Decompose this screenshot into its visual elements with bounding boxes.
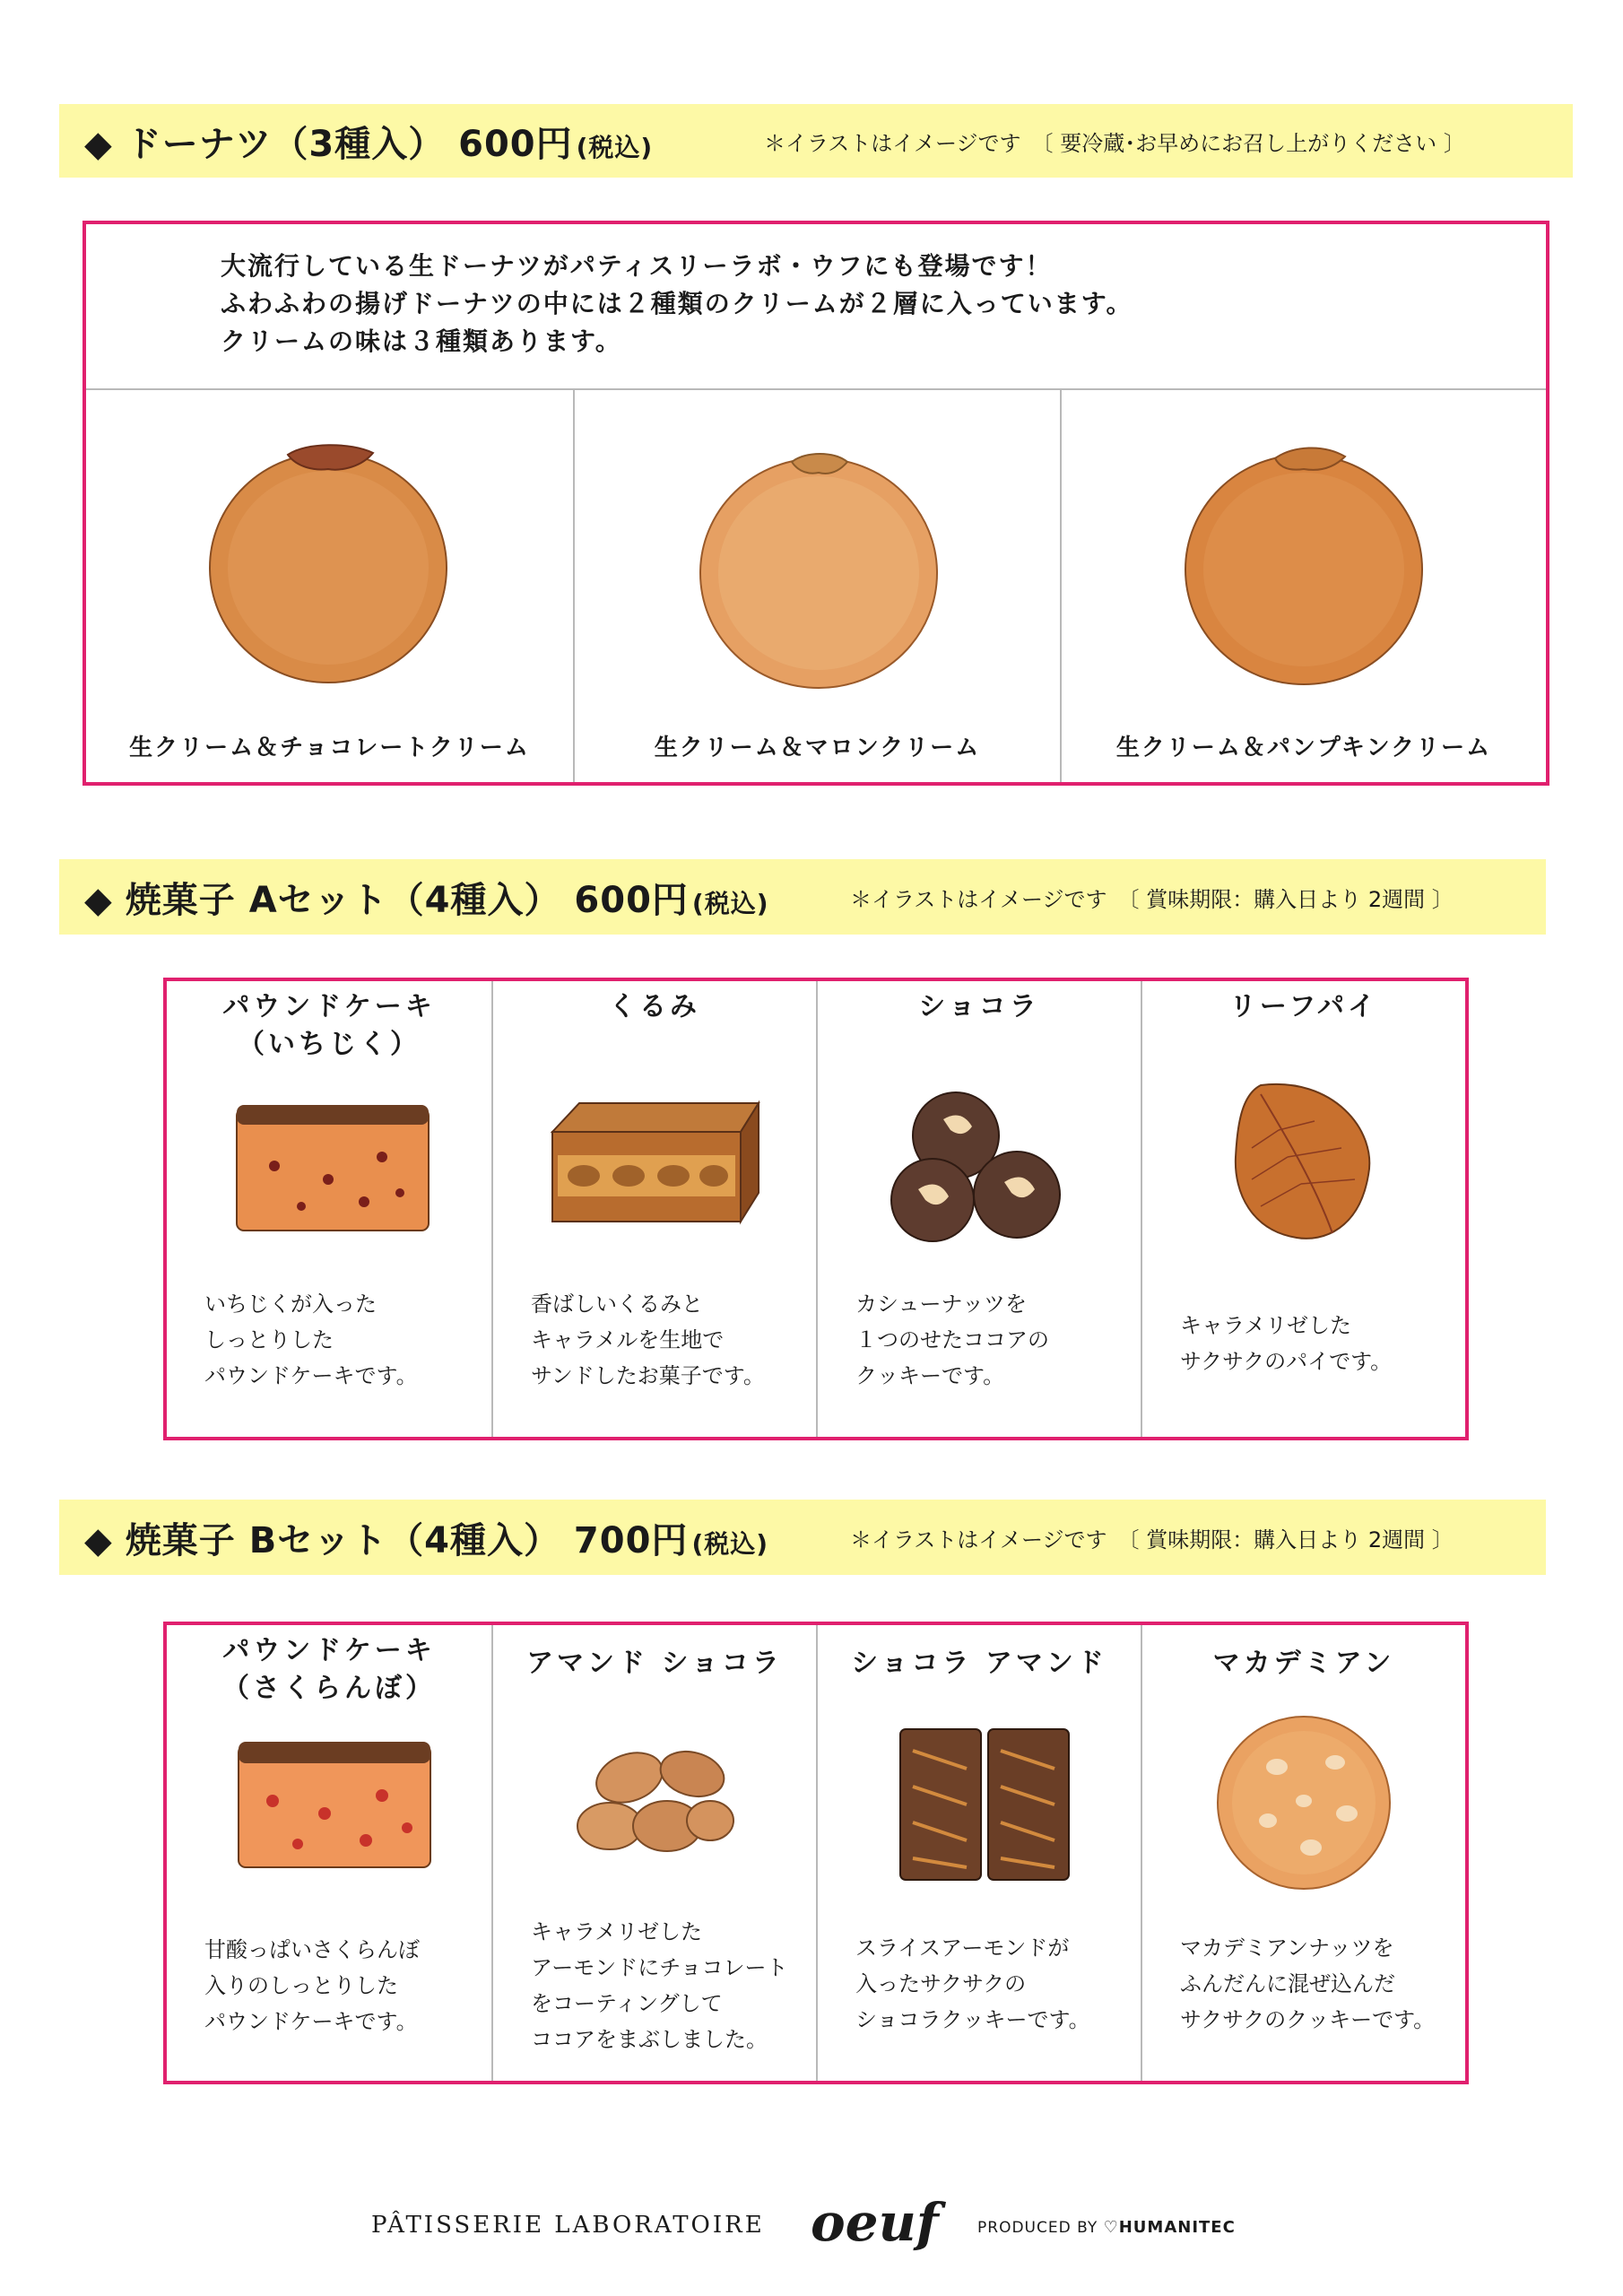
set-a-item-chocolat bbox=[816, 981, 1141, 1437]
chocolat-amande-illustration bbox=[895, 1724, 1074, 1885]
amande-chocolat-illustration bbox=[567, 1733, 746, 1867]
donut-note: ＊イラストはイメージです 〔 要冷蔵･お早めにお召し上がりください 〕 bbox=[764, 130, 1465, 156]
item-description: スライスアーモンドが 入ったサクサクの ショコラクッキーです。 bbox=[855, 1935, 1090, 2032]
donut-pumpkin-illustration bbox=[1169, 435, 1438, 704]
svg-text:oeuf: oeuf bbox=[811, 2192, 939, 2253]
item-description: 甘酸っぱいさくらんぼ 入りのしっとりした パウンドケーキです。 bbox=[204, 1937, 420, 2034]
donut-chocolate-illustration bbox=[194, 433, 463, 702]
item-name: ショコラ アマンド bbox=[851, 1648, 1107, 1679]
set-a-note: ＊イラストはイメージです 〔 賞味期限：購入日より 2週間 〕 bbox=[850, 886, 1454, 912]
set-b-header-band bbox=[59, 1500, 1546, 1575]
set-a-header-band bbox=[59, 859, 1546, 935]
set-b-item-amande-chocolat bbox=[491, 1625, 816, 2081]
tax-note: (税込) bbox=[691, 888, 769, 918]
macadamian-cookie-illustration bbox=[1214, 1713, 1393, 1892]
donut-item-pumpkin bbox=[1060, 388, 1546, 782]
diamond-bullet-icon: ◆ bbox=[84, 1519, 113, 1561]
brand-name: PÂTISSERIE LABORATOIRE bbox=[371, 2212, 765, 2239]
item-name: パウンドケーキ （さくらんぼ） bbox=[222, 1635, 436, 1704]
donut-label: 生クリーム＆マロンクリーム bbox=[654, 735, 981, 761]
set-b-item-macadamian bbox=[1141, 1625, 1465, 2081]
item-name: パウンドケーキ （いちじく） bbox=[222, 991, 436, 1060]
chocolat-cookie-illustration bbox=[873, 1083, 1089, 1245]
set-b-box bbox=[163, 1622, 1469, 2084]
item-name: ショコラ bbox=[918, 991, 1040, 1022]
donut-label: 生クリーム＆パンプキンクリーム bbox=[1115, 735, 1492, 761]
item-description: いちじくが入った しっとりした パウンドケーキです。 bbox=[204, 1292, 418, 1388]
item-description: キャラメリゼした アーモンドにチョコレート をコーティングして ココアをまぶしました。 bbox=[531, 1919, 788, 2052]
company-name: ♡HUMANITEC bbox=[1103, 2218, 1236, 2237]
intro-line: ふわふわの揚げドーナツの中には２種類のクリームが２層に入っています。 bbox=[221, 289, 1133, 318]
pound-cake-cherry-illustration bbox=[231, 1731, 438, 1874]
item-name: リーフパイ bbox=[1228, 991, 1379, 1022]
item-description: 香ばしいくるみと キャラメルを生地で サンドしたお菓子です。 bbox=[531, 1292, 765, 1388]
leaf-pie-illustration bbox=[1225, 1076, 1386, 1247]
donut-marron-illustration bbox=[684, 439, 953, 708]
diamond-bullet-icon: ◆ bbox=[84, 879, 113, 921]
donut-item-chocolate bbox=[86, 388, 573, 782]
set-a-item-pound-fig bbox=[167, 981, 491, 1437]
set-a-title: ◆ 焼菓子 Aセット（4種入） 600円 (税込) bbox=[84, 879, 769, 921]
donut-box bbox=[82, 221, 1549, 786]
oeuf-logo bbox=[811, 2188, 972, 2260]
item-name: マカデミアン bbox=[1212, 1648, 1395, 1679]
donut-label: 生クリーム＆チョコレートクリーム bbox=[129, 735, 530, 761]
donut-section-title: ◆ ドーナツ（3種入） 600円 (税込) bbox=[84, 123, 654, 165]
diamond-bullet-icon: ◆ bbox=[84, 123, 113, 165]
tax-note: (税込) bbox=[691, 1528, 769, 1559]
donut-header-band bbox=[59, 104, 1573, 178]
intro-line: クリームの味は３種類あります。 bbox=[221, 326, 622, 356]
pound-cake-fig-illustration bbox=[230, 1094, 436, 1238]
item-description: マカデミアンナッツを ふんだんに混ぜ込んだ サクサクのクッキーです。 bbox=[1180, 1935, 1436, 2032]
set-b-item-pound-cherry bbox=[167, 1625, 491, 2081]
item-description: カシューナッツを １つのせたココアの クッキーです。 bbox=[855, 1292, 1049, 1388]
item-name: アマンド ショコラ bbox=[526, 1648, 783, 1679]
set-b-title: ◆ 焼菓子 Bセット（4種入） 700円 (税込) bbox=[84, 1519, 769, 1561]
kurumi-illustration bbox=[543, 1087, 768, 1231]
item-description: キャラメリゼした サクサクのパイです。 bbox=[1180, 1313, 1393, 1374]
footer bbox=[0, 2192, 1623, 2267]
donut-item-marron bbox=[573, 388, 1060, 782]
set-b-item-chocolat-amande bbox=[816, 1625, 1141, 2081]
set-a-item-kurumi bbox=[491, 981, 816, 1437]
set-a-box bbox=[163, 978, 1469, 1440]
item-name: くるみ bbox=[609, 991, 700, 1022]
intro-line: 大流行している生ドーナツがパティスリーラボ・ウフにも登場です！ bbox=[221, 251, 1053, 281]
set-b-note: ＊イラストはイメージです 〔 賞味期限：購入日より 2週間 〕 bbox=[850, 1526, 1454, 1552]
set-a-item-leaf-pie bbox=[1141, 981, 1465, 1437]
producer-credit: PRODUCED BY ♡HUMANITEC bbox=[977, 2218, 1236, 2237]
donut-intro bbox=[86, 224, 1546, 390]
tax-note: (税込) bbox=[576, 132, 654, 162]
